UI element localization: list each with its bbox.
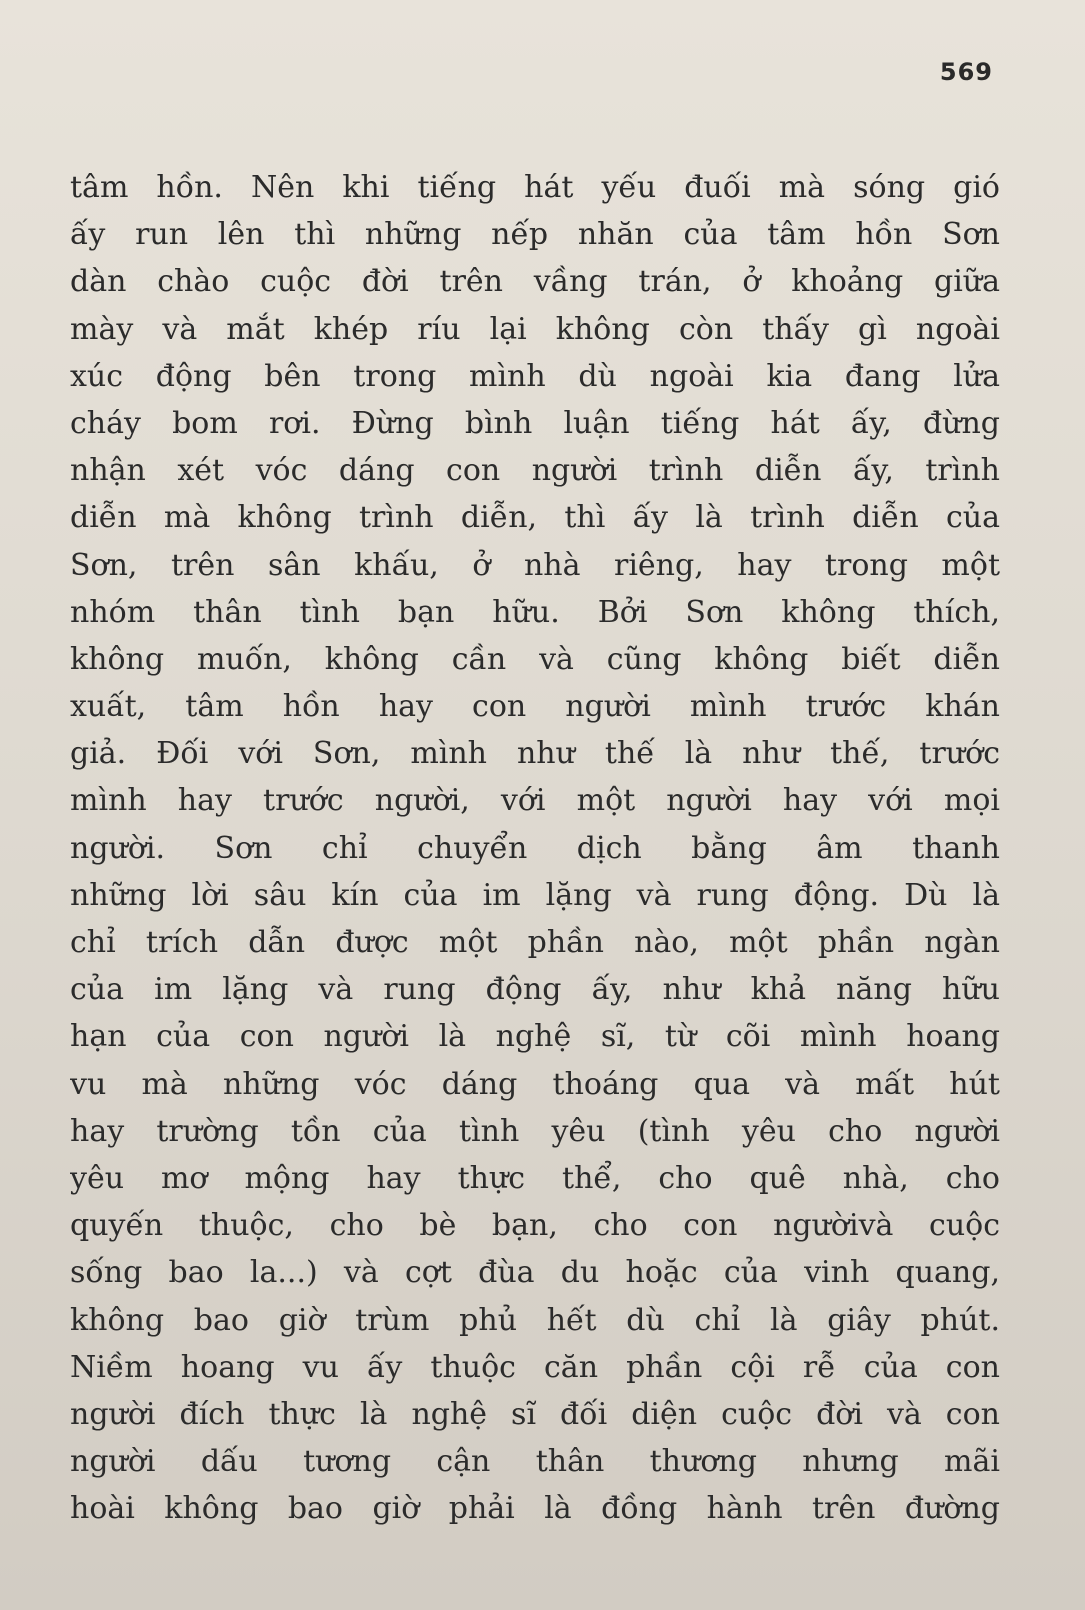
text-line: những lời sâu kín của im lặng và rung động. Dù là <box>70 877 1000 913</box>
body-text <box>70 164 1000 1532</box>
text-line: người đích thực là nghệ sĩ đối diện cuộc đời và con <box>70 1396 1000 1432</box>
text-line: giả. Đối với Sơn, mình như thế là như thế, trước <box>70 736 1000 772</box>
text-line: người dấu tương cận thân thương nhưng mãi <box>70 1444 1000 1480</box>
text-line: chỉ trích dẫn được một phần nào, một phần ngàn <box>70 925 1000 960</box>
text-line: dàn chào cuộc đời trên vầng trán, ở khoảng giữa <box>70 264 1000 300</box>
text-line: sống bao la...) và cợt đùa du hoặc của vinh quang, <box>70 1255 1000 1291</box>
text-line: nhận xét vóc dáng con người trình diễn ấy, trình <box>70 453 1000 489</box>
text-line: hay trường tồn của tình yêu (tình yêu cho người <box>70 1113 1000 1149</box>
text-line: hạn của con người là nghệ sĩ, từ cõi mình hoang <box>70 1019 1000 1055</box>
text-line: mày và mắt khép ríu lại không còn thấy gì ngoài <box>70 311 1000 347</box>
text-line: quyến thuộc, cho bè bạn, cho con ngườivà cuộc <box>70 1208 1000 1244</box>
page-number: 569 <box>939 58 993 86</box>
text-line: nhóm thân tình bạn hữu. Bởi Sơn không thích, <box>70 594 1000 630</box>
text-line: cháy bom rơi. Đừng bình luận tiếng hát ấy, đừng <box>70 405 1000 441</box>
text-line: người. Sơn chỉ chuyển dịch bằng âm thanh <box>70 830 1000 866</box>
text-line: yêu mơ mộng hay thực thể, cho quê nhà, cho <box>70 1160 1000 1196</box>
text-line: không muốn, không cần và cũng không biết diễn <box>70 641 1000 677</box>
text-line: ấy run lên thì những nếp nhăn của tâm hồn Sơn <box>70 217 1000 253</box>
text-line: mình hay trước người, với một người hay với mọi <box>70 783 1000 819</box>
text-line: xuất, tâm hồn hay con người mình trước khán <box>70 689 1000 725</box>
text-line: Sơn, trên sân khấu, ở nhà riêng, hay trong một <box>70 547 1000 583</box>
text-line: của im lặng và rung động ấy, như khả năng hữu <box>70 972 1000 1008</box>
text-line: hoài không bao giờ phải là đồng hành trên đường <box>70 1491 1000 1527</box>
text-line: không bao giờ trùm phủ hết dù chỉ là giây phút. <box>70 1302 1000 1338</box>
text-line: tâm hồn. Nên khi tiếng hát yếu đuối mà sóng gió <box>70 170 1000 205</box>
text-line: Niềm hoang vu ấy thuộc căn phần cội rễ của con <box>70 1349 1000 1385</box>
text-line: xúc động bên trong mình dù ngoài kia đang lửa <box>70 358 1000 394</box>
text-line: diễn mà không trình diễn, thì ấy là trình diễn của <box>70 500 1000 536</box>
text-line: vu mà những vóc dáng thoáng qua và mất hút <box>70 1066 1000 1102</box>
